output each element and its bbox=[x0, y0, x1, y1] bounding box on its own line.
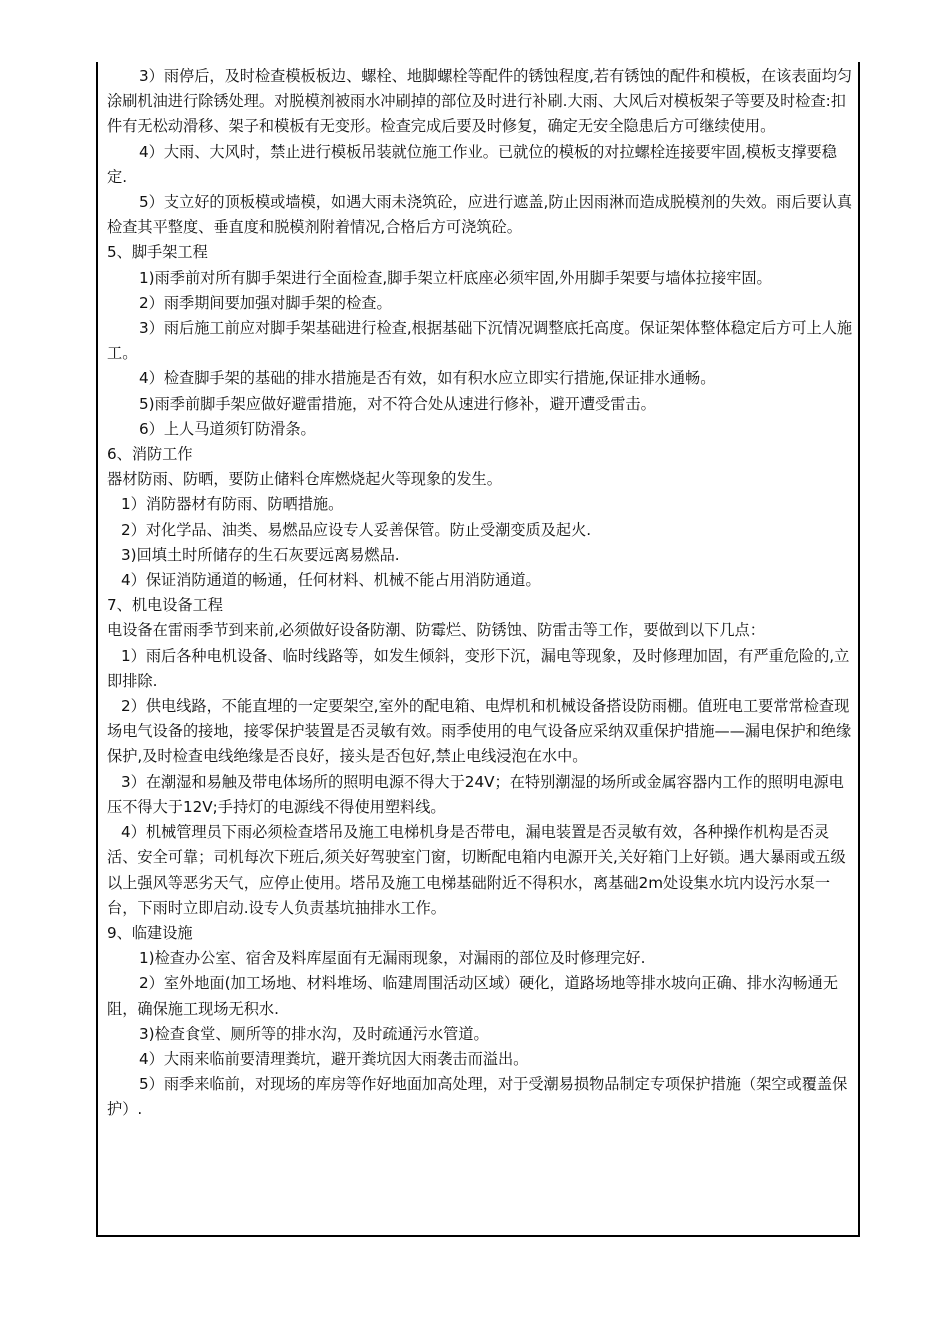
paragraph: 3）雨停后，及时检查模板板边、螺栓、地脚螺栓等配件的锈蚀程度,若有锈蚀的配件和模板，在该表面均匀涂刷机油进行除锈处理。对脱模剂被雨水冲刷掉的部位及时进行补刷.大雨、大风后对模板架子等要及时检查:扣件有无松动滑移、架子和模板有无变形。检查完成后要及时修复，确定无安全隐患后方可继续使用。 bbox=[107, 67, 853, 136]
paragraph: 1）消防器材有防雨、防晒措施。 bbox=[121, 495, 344, 514]
paragraph: 3)检查食堂、厕所等的排水沟，及时疏通污水管道。 bbox=[139, 1024, 489, 1043]
paragraph: 2）供电线路，不能直埋的一定要架空,室外的配电箱、电焊机和机械设备搭设防雨棚。值班电工要常常检查现场电气设备的接地，接零保护装置是否灵敏有效。雨季使用的电气设备应采纳双重保护措施——漏电保护和绝缘保护,及时检查电线绝缘是否良好，接头是否包好,禁止电线浸泡在水中。 bbox=[107, 697, 852, 766]
paragraph: 5）雨季来临前，对现场的库房等作好地面加高处理，对于受潮易损物品制定专项保护措施（架空或覆盖保护）. bbox=[107, 1075, 848, 1119]
paragraph: 5）支立好的顶板模或墙模，如遇大雨未浇筑砼，应进行遮盖,防止因雨淋而造成脱模剂的失效。雨后要认真检查其平整度、垂直度和脱模剂附着情况,合格后方可浇筑砼。 bbox=[107, 193, 853, 237]
paragraph: 4）保证消防通道的畅通，任何材料、机械不能占用消防通道。 bbox=[121, 571, 541, 590]
paragraph: 1）雨后各种电机设备、临时线路等，如发生倾斜，变形下沉，漏电等现象，及时修理加固，有严重危险的,立即排除. bbox=[107, 646, 850, 690]
document-body bbox=[107, 64, 855, 1123]
paragraph: 6）上人马道须钉防滑条。 bbox=[139, 419, 316, 438]
paragraph: 4）大雨、大风时，禁止进行模板吊装就位施工作业。已就位的模板的对拉螺栓连接要牢固,模板支撑要稳定. bbox=[107, 142, 837, 186]
paragraph: 4）机械管理员下雨必须检查塔吊及施工电梯机身是否带电，漏电装置是否灵敏有效，各种操作机构是否灵活、安全可靠；司机每次下班后,须关好驾驶室门窗，切断配电箱内电源开关,关好箱门上好锁。遇大暴雨或五级以上强风等恶劣天气，应停止使用。塔吊及施工电梯基础附近不得积水，离基础2m处设集水坑内设污水泵一台，下雨时立即启动.设专人负责基坑抽排水工作。 bbox=[107, 823, 846, 917]
paragraph: 4）大雨来临前要清理粪坑，避开粪坑因大雨袭击而溢出。 bbox=[139, 1049, 529, 1068]
paragraph: 2）室外地面(加工场地、材料堆场、临建周围活动区域）硬化，道路场地等排水坡向正确、排水沟畅通无阻，确保施工现场无积水. bbox=[107, 974, 839, 1018]
paragraph: 5)雨季前脚手架应做好避雷措施，对不符合处从速进行修补，避开遭受雷击。 bbox=[139, 394, 656, 413]
paragraph: 4）检查脚手架的基础的排水措施是否有效，如有积水应立即实行措施,保证排水通畅。 bbox=[139, 369, 716, 388]
paragraph: 3）在潮湿和易触及带电体场所的照明电源不得大于24V；在特别潮湿的场所或金属容器内工作的照明电源电压不得大于12V;手持灯的电源线不得使用塑料线。 bbox=[107, 772, 844, 816]
paragraph: 2）雨季期间要加强对脚手架的检查。 bbox=[139, 293, 392, 312]
paragraph: 1)检查办公室、宿舍及料库屋面有无漏雨现象，对漏雨的部位及时修理完好. bbox=[139, 949, 646, 968]
paragraph: 3）雨后施工前应对脚手架基础进行检查,根据基础下沉情况调整底托高度。保证架体整体稳定后方可上人施工。 bbox=[107, 319, 853, 363]
paragraph: 1)雨季前对所有脚手架进行全面检查,脚手架立杆底座必须牢固,外用脚手架要与墙体拉接牢固。 bbox=[139, 268, 772, 287]
paragraph: 器材防雨、防晒，要防止储料仓库燃烧起火等现象的发生。 bbox=[107, 470, 502, 489]
section-heading: 7、机电设备工程 bbox=[107, 596, 223, 615]
section-heading: 9、临建设施 bbox=[107, 923, 193, 942]
paragraph: 3)回填土时所储存的生石灰要远离易燃品. bbox=[121, 545, 400, 564]
section-heading: 6、消防工作 bbox=[107, 445, 193, 464]
paragraph: 电设备在雷雨季节到来前,必须做好设备防潮、防霉烂、防锈蚀、防雷击等工作，要做到以下几点： bbox=[107, 621, 765, 640]
paragraph: 2）对化学品、油类、易燃品应设专人妥善保管。防止受潮变质及起火. bbox=[121, 520, 592, 539]
section-heading: 5、脚手架工程 bbox=[107, 243, 208, 262]
